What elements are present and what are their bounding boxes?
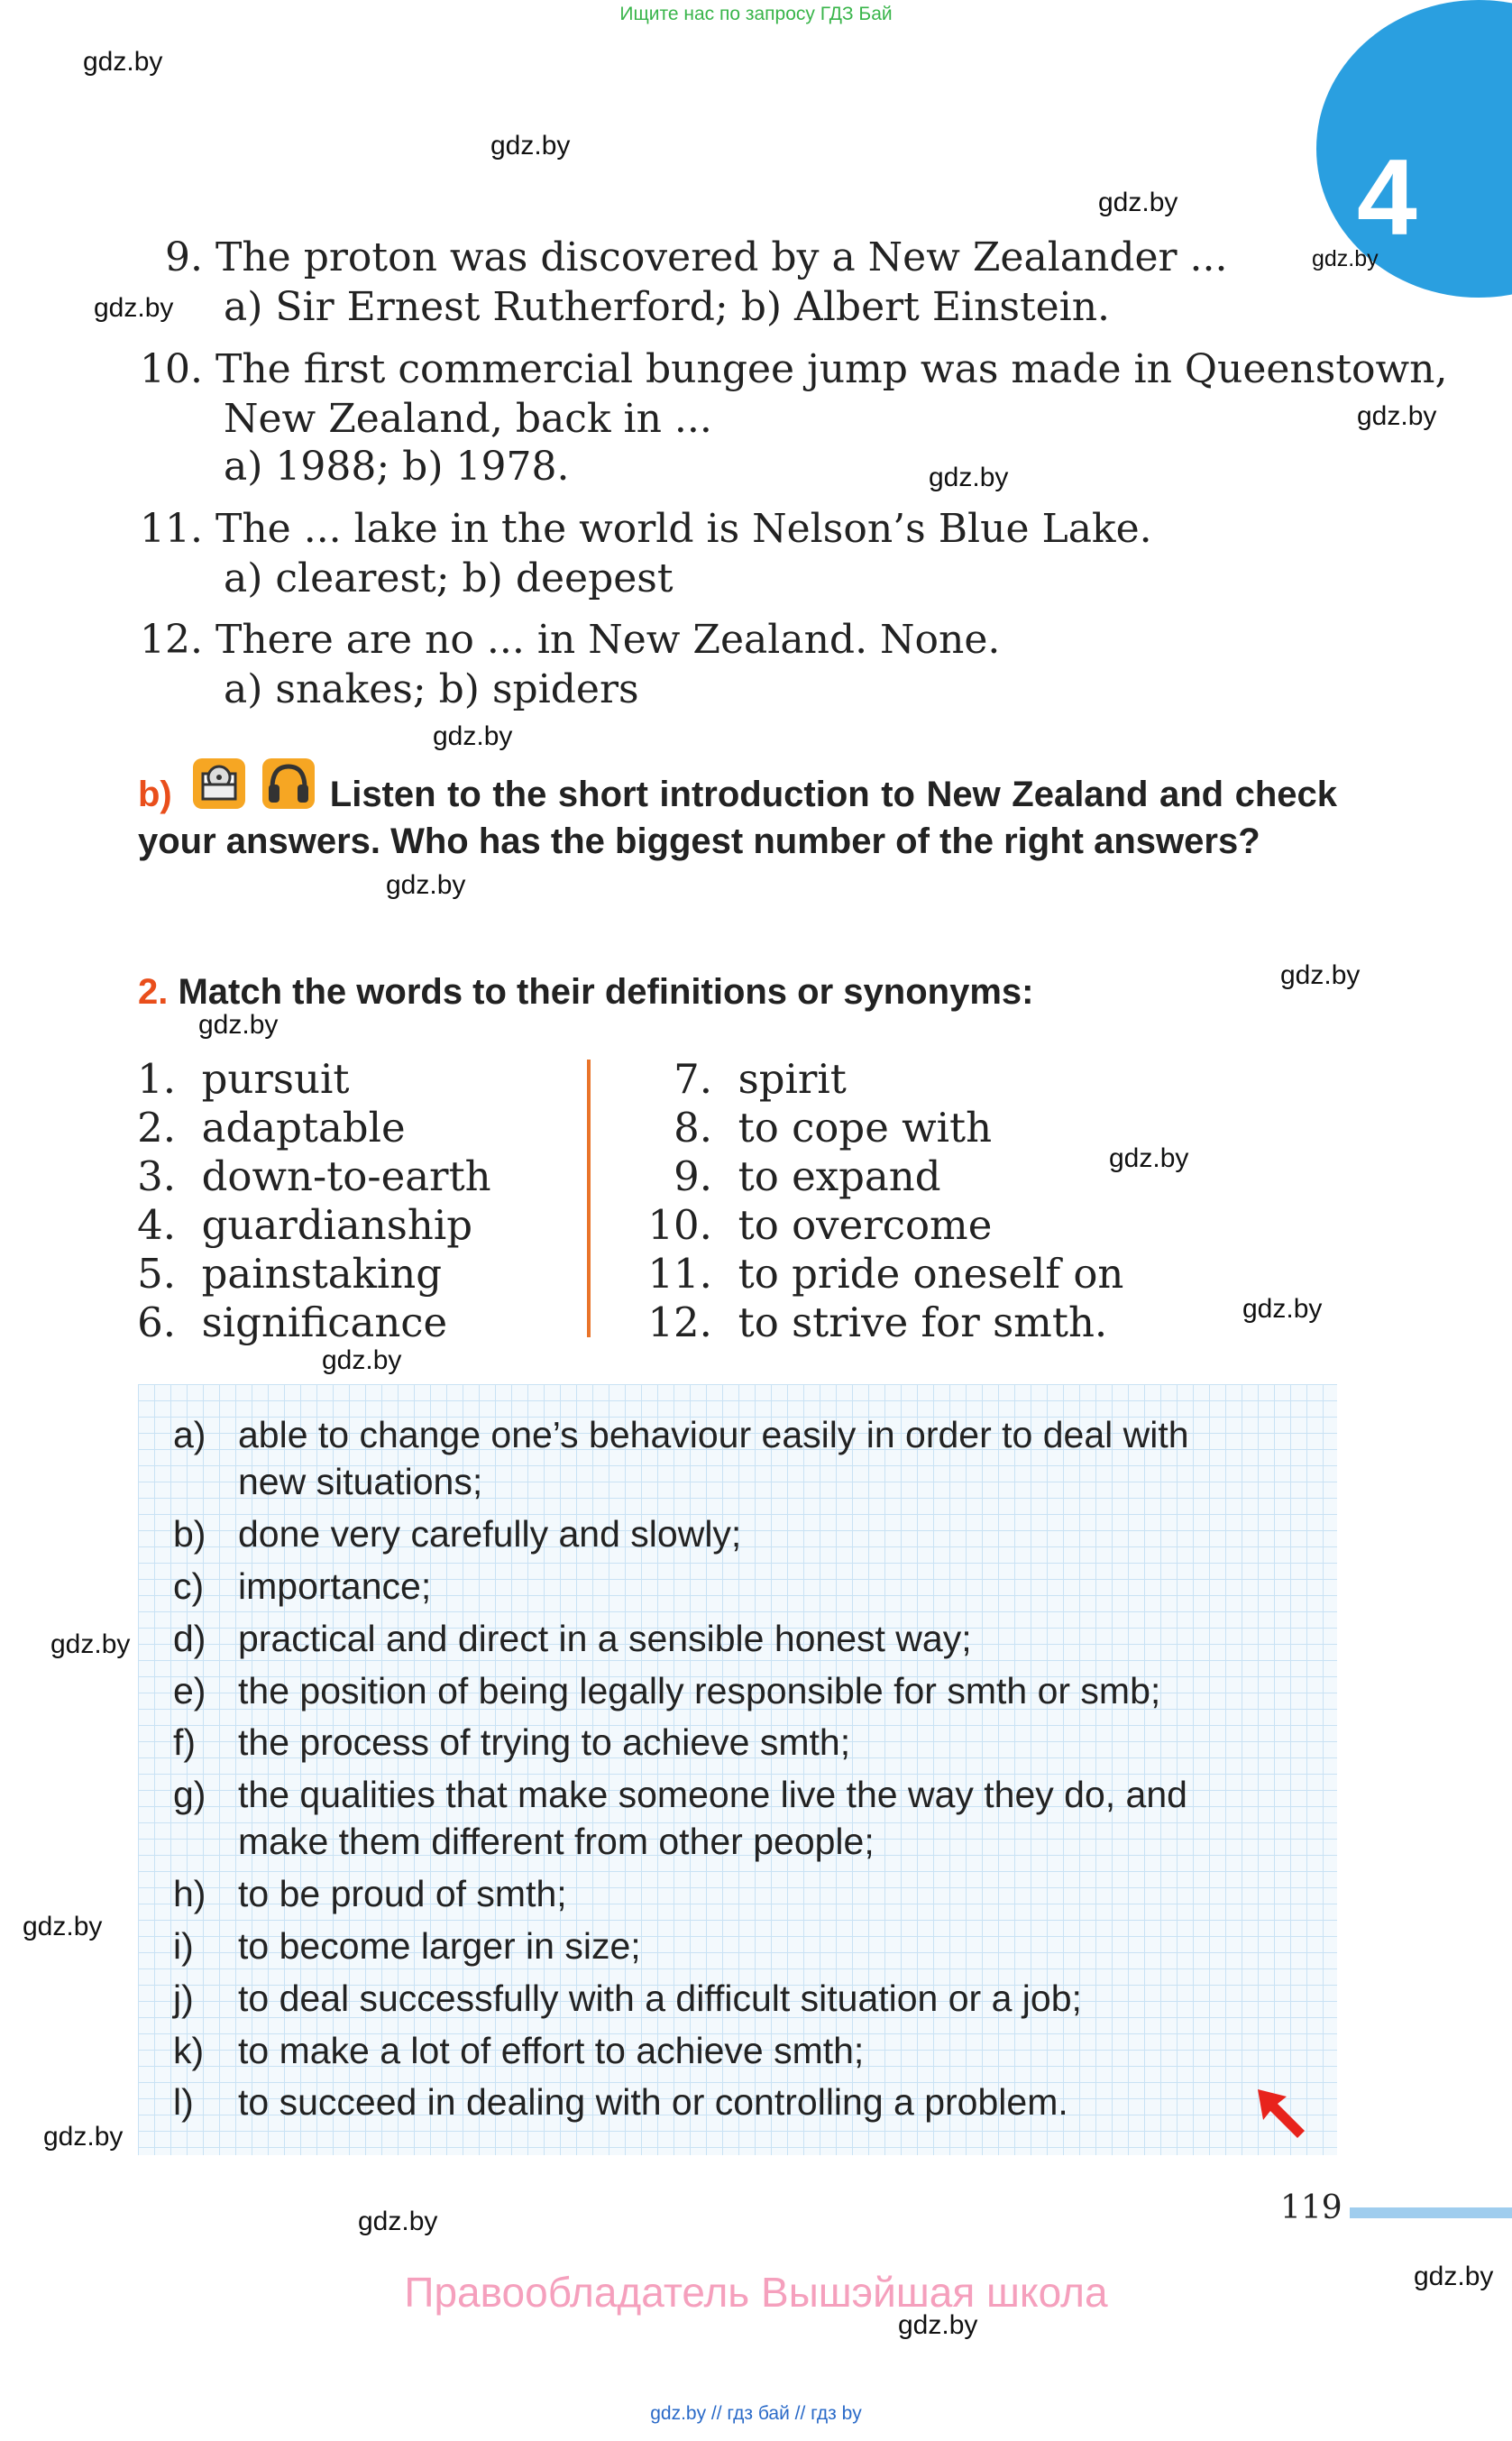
quiz-question: 9. The proton was discovered by a New Zealander ... — [165, 234, 1228, 280]
word-item: 8. to cope with — [674, 1104, 993, 1152]
column-divider — [587, 1060, 591, 1337]
watermark: gdz.by — [1357, 401, 1437, 431]
watermark: gdz.by — [198, 1010, 279, 1040]
definition-item-continued: make them different from other people; — [238, 1821, 875, 1862]
watermark: gdz.by — [43, 2122, 124, 2152]
page-number: 119 — [1280, 2189, 1342, 2226]
task-b-letter: b) — [138, 775, 172, 814]
watermark: gdz.by — [1098, 188, 1178, 217]
task-b-text: Listen to the short introduction to New Zealand and check your answers. Who has the biggest number of the right answers? — [138, 775, 1337, 861]
watermark: gdz.by — [1280, 960, 1361, 990]
word-item: 9. to expand — [674, 1152, 941, 1200]
watermark: gdz.by — [386, 870, 466, 900]
watermark: gdz.by — [1312, 246, 1379, 271]
watermark: gdz.by — [23, 1912, 103, 1941]
word-item: 12. to strive for smth. — [647, 1299, 1108, 1346]
word-item: 10. to overcome — [647, 1201, 993, 1249]
quiz-question: 12. There are no ... in New Zealand. None. — [140, 617, 1001, 663]
watermark: gdz.by — [1109, 1143, 1189, 1173]
watermark: gdz.by — [490, 131, 571, 161]
quiz-options: a) 1988; b) 1978. — [224, 444, 570, 490]
quiz-question: 10. The first commercial bungee jump was made in Queenstown, — [140, 346, 1448, 392]
definition-item-continued: new situations; — [238, 1461, 483, 1502]
task-b-instruction — [138, 771, 1337, 865]
definition-item: d) practical and direct in a sensible honest way; — [173, 1618, 972, 1659]
definition-item: l) to succeed in dealing with or controlling a problem. — [173, 2081, 1068, 2123]
definition-item: a) able to change one’s behaviour easily in order to deal with — [173, 1414, 1189, 1455]
definition-item: g) the qualities that make someone live the way they do, and — [173, 1774, 1187, 1815]
definition-item: b) done very carefully and slowly; — [173, 1513, 742, 1555]
arrow-icon — [1256, 2088, 1310, 2142]
quiz-question-continued: New Zealand, back in ... — [224, 396, 712, 442]
word-item: 4. guardianship — [137, 1201, 473, 1249]
top-banner: Ищите нас по запросу ГДЗ Бай — [619, 4, 893, 24]
definition-item: k) to make a lot of effort to achieve smth; — [173, 2030, 865, 2071]
footer-links[interactable]: gdz.by // гдз бай // гдз by — [650, 2403, 862, 2424]
definition-item: e) the position of being legally responsible for smth or smb; — [173, 1670, 1161, 1711]
quiz-options: a) snakes; b) spiders — [224, 666, 639, 712]
quiz-options: a) clearest; b) deepest — [224, 555, 674, 601]
watermark: gdz.by — [929, 463, 1009, 492]
quiz-options: a) Sir Ernest Rutherford; b) Albert Einstein. — [224, 284, 1111, 330]
watermark: gdz.by — [1242, 1294, 1323, 1324]
word-item: 2. adaptable — [137, 1104, 406, 1152]
definition-item: i) to become larger in size; — [173, 1925, 641, 1967]
watermark: gdz.by — [433, 721, 513, 751]
definition-item: f) the process of trying to achieve smth; — [173, 1721, 851, 1763]
word-item: 7. spirit — [674, 1055, 847, 1103]
definition-item: j) to deal successfully with a difficult situation or a job; — [173, 1978, 1082, 2019]
watermark: gdz.by — [83, 47, 163, 77]
page-bar — [1350, 2207, 1512, 2218]
word-item: 1. pursuit — [137, 1055, 350, 1103]
definition-item: h) to be proud of smth; — [173, 1873, 567, 1914]
watermark: gdz.by — [94, 293, 174, 323]
copyright-owner: Правообладатель Вышэйшая школа — [404, 2269, 1108, 2316]
quiz-question: 11. The ... lake in the world is Nelson’s Blue Lake. — [140, 506, 1152, 552]
task2-title: 2. Match the words to their definitions or synonyms: — [138, 972, 1034, 1012]
watermark: gdz.by — [50, 1629, 131, 1659]
word-item: 3. down-to-earth — [137, 1152, 491, 1200]
definition-item: c) importance; — [173, 1565, 432, 1607]
watermark: gdz.by — [898, 2310, 978, 2340]
watermark: gdz.by — [358, 2207, 438, 2236]
word-item: 6. significance — [137, 1299, 448, 1346]
word-item: 5. painstaking — [137, 1250, 443, 1298]
watermark: gdz.by — [1414, 2262, 1494, 2291]
unit-number: 4 — [1357, 137, 1417, 258]
watermark: gdz.by — [322, 1345, 402, 1375]
word-item: 11. to pride oneself on — [647, 1250, 1124, 1298]
